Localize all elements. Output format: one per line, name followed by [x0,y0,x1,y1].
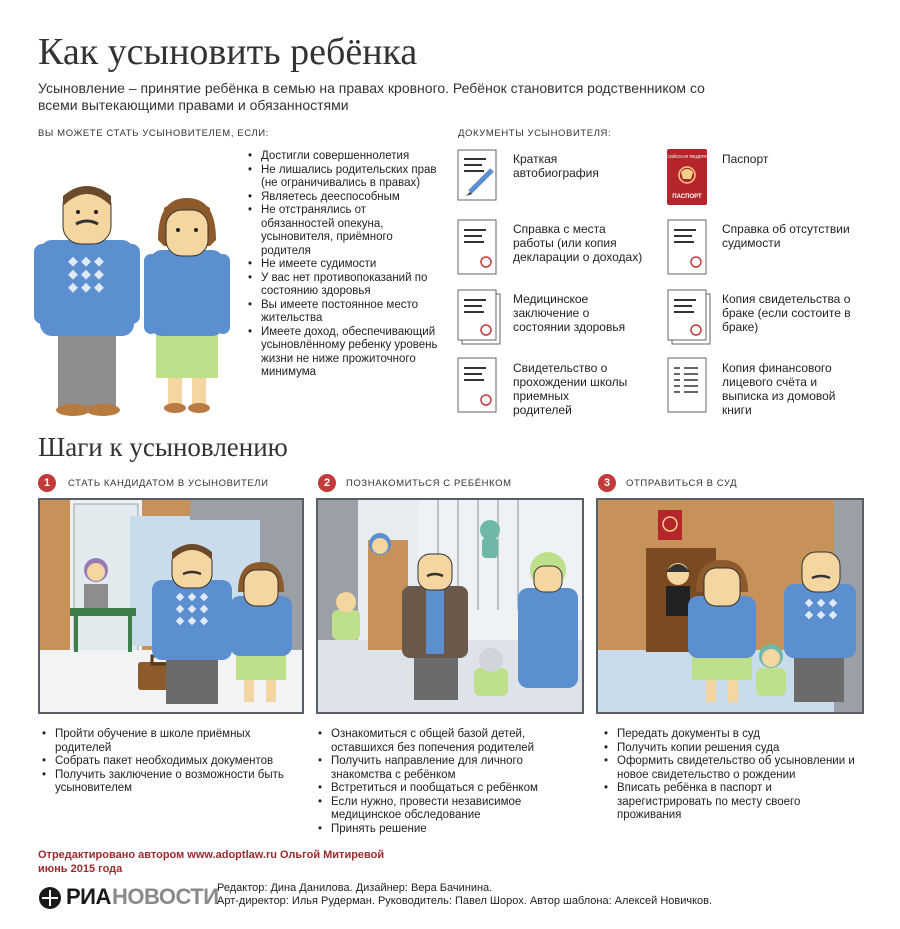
list-item: • У вас нет противопоказаний по состоянию здоровья [248,272,440,299]
woman-figure [144,198,230,413]
step-number: 3 [598,474,616,492]
doc-label: Медицинское заключение о состоянии здоровья [513,292,626,334]
passport-icon [656,148,718,206]
list-item: • Получить направление для личного знакомства с ребёнком [318,755,580,782]
credits-line-1: Редактор: Дина Данилова. Дизайнер: Вера Бачинина. [217,882,493,894]
parents-illustration [30,180,250,415]
account-statement-doc-icon [666,356,712,416]
list-item: • Принять решение [318,823,580,837]
medical-report-doc-icon [456,288,504,348]
list-item: • Собрать пакет необходимых документов [42,755,300,769]
svg-text:ПАСПОРТ: ПАСПОРТ [672,194,702,200]
conditions-heading: ВЫ МОЖЕТЕ СТАТЬ УСЫНОВИТЕЛЕМ, ЕСЛИ: [38,128,269,139]
step-number: 2 [318,474,336,492]
doc-label: Свидетельство о прохождении школы приемных родителей [513,361,628,417]
step-1-illustration [38,498,304,714]
marriage-certificate-doc-icon [666,288,714,348]
page-subtitle: Усыновление – принятие ребёнка в семью на правах кровного. Ребёнок становится родственником со всеми вытекающими правами и обязанностями [38,80,705,113]
doc-label: Справка об отсутствии судимости [722,222,850,250]
list-item: • Вы имеете постоянное место жительства [248,299,440,326]
no-criminal-record-doc-icon [666,218,712,278]
doc-label: Справка с места работы (или копия декларации о доходах) [513,222,643,264]
list-item: • Если нужно, провести независимое медицинское обследование [318,796,580,823]
step-3-illustration [596,498,864,714]
school-certificate-doc-icon [456,356,502,416]
step-3-list [604,728,866,823]
step-number: 1 [38,474,56,492]
ria-novosti-logo [38,884,219,912]
step-1-list [42,728,300,796]
svg-text:РОССИЙСКАЯ ФЕДЕРАЦИЯ: РОССИЙСКАЯ ФЕДЕРАЦИЯ [656,154,718,159]
list-item: • Не лишались родительских прав (не ограничивались в правах) [248,164,440,191]
list-item: • Не отстранялись от обязанностей опекуна, усыновителя, приёмного родителя [248,204,440,258]
steps-title: Шаги к усыновлению [38,432,288,462]
logo-mark-icon [38,886,66,910]
work-certificate-doc-icon [456,218,502,278]
doc-label: Копия свидетельства о браке (если состоите в браке) [722,292,851,334]
list-item: • Пройти обучение в школе приёмных родителей [42,728,300,755]
list-item: • Не имеете судимости [248,258,440,272]
credits-line-2: Арт-директор: Илья Рудерман. Руководитель: Павел Шорох. Автор шаблона: Алексей Новичков. [217,895,713,907]
list-item: • Получить копии решения суда [604,742,866,756]
logo-ria: РИА [66,884,111,909]
step-label: ОТПРАВИТЬСЯ В СУД [626,478,738,489]
list-item: • Достигли совершеннолетия [248,150,440,164]
logo-novosti: НОВОСТИ [112,884,219,909]
autobiography-doc-icon [456,148,502,204]
list-item: • Оформить свидетельство об усыновлении и новое свидетельство о рождении [604,755,866,782]
edited-by-line: Отредактировано автором www.adoptlaw.ru Ольгой Митиревой [38,849,385,861]
list-item: • Передать документы в суд [604,728,866,742]
step-2-illustration [316,498,584,714]
man-figure [34,186,140,416]
documents-heading: ДОКУМЕНТЫ УСЫНОВИТЕЛЯ: [458,128,612,139]
list-item: • Получить заключение о возможности быть усыновителем [42,769,300,796]
list-item: • Являетесь дееспособным [248,191,440,205]
list-item: • Имеете доход, обеспечивающий усыновлённому ребенку уровень жизни не ниже прожиточного минимума [248,326,440,380]
step-2-list [318,728,580,836]
list-item: • Вписать ребёнка в паспорт и зарегистрировать по месту своего проживания [604,782,866,823]
conditions-list [248,150,440,380]
doc-label: Паспорт [722,152,769,166]
step-label: СТАТЬ КАНДИДАТОМ В УСЫНОВИТЕЛИ [68,478,269,489]
step-label: ПОЗНАКОМИТЬСЯ С РЕБЁНКОМ [346,478,512,489]
list-item: • Ознакомиться с общей базой детей, оставшихся без попечения родителей [318,728,580,755]
doc-label: Краткая автобиография [513,152,599,180]
list-item: • Встретиться и пообщаться с ребёнком [318,782,580,796]
edited-date-line: июнь 2015 года [38,863,123,875]
page-title: Как усыновить ребёнка [38,31,418,73]
doc-label: Копия финансового лицевого счёта и выписка из домовой книги [722,361,836,417]
